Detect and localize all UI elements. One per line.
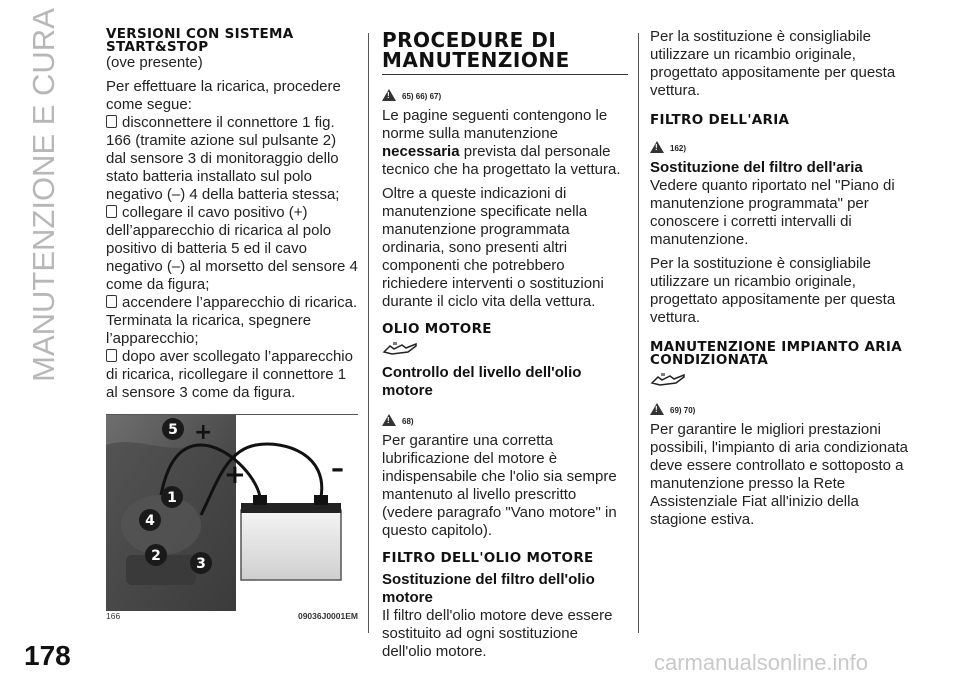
plus-sign-label: +	[194, 420, 213, 445]
warning-triangle-icon	[650, 141, 664, 153]
step-item: disconnettere il connettore 1 fig. 166 (tramite azione sul pulsante 2) dal sensore 3 di monitoraggio dello stato batteria installato sul polo negativo (–) 4 della batteria stessa;	[106, 114, 340, 203]
heading-maintenance-procedures: PROCEDURE DI MANUTENZIONE	[382, 28, 570, 72]
step-item: dopo aver scollegato l’apparecchio di ricarica, ricollegare il connettore 1 al sensore 3 come da figura.	[106, 348, 353, 401]
warning-triangle-icon	[382, 89, 396, 101]
battery-figure	[106, 414, 358, 611]
warning-note-refs: ! 69) 70)	[650, 393, 912, 415]
warning-note-refs: ! 68)	[382, 404, 628, 426]
svg-text:5: 5	[168, 422, 178, 438]
ac-paragraph: Per garantire le migliori prestazioni possibili, l'impianto di aria condizionata deve essere controllato e sottoposto a manutenzione presso la Rete Assistenziale Fiat all'inizio della stagione estiva.	[650, 421, 909, 528]
replacement-paragraph: Per la sostituzione è consigliabile utilizzare un ricambio originale, progettato appositamente per questa vettura.	[650, 28, 896, 99]
checkbox-bullet-icon	[106, 205, 117, 218]
figure-callout	[139, 509, 161, 531]
plus-sign-label: +	[224, 460, 246, 490]
svg-text:4: 4	[145, 513, 155, 529]
oil-can-icon	[382, 340, 418, 358]
heading-ac-maintenance: MANUTENZIONE IMPIANTO ARIA CONDIZIONATA	[650, 339, 902, 368]
column-start-stop	[106, 28, 358, 402]
watermark: carmanualsonline.info	[654, 650, 869, 675]
maintenance-paragraph: Le pagine seguenti contengono le norme sulla manutenzione necessaria prevista dal personale tecnico che ha progettato la vettura.	[382, 107, 621, 178]
figure-caption	[106, 611, 358, 621]
warning-note-refs: ! 162)	[650, 131, 912, 153]
page-number: 178	[24, 640, 71, 671]
figure-number: 166	[106, 611, 121, 621]
battery-charging-illustration	[106, 415, 358, 611]
svg-text:2: 2	[151, 548, 161, 564]
oil-filter-paragraph: Il filtro dell'olio motore deve essere sostituito ad ogni sostituzione dell'olio motore.	[382, 607, 613, 660]
air-filter-paragraph: Per la sostituzione è consigliabile utilizzare un ricambio originale, progettato appositamente per questa vettura.	[650, 255, 896, 326]
minus-sign-label: –	[331, 454, 344, 484]
figure-callout	[162, 418, 184, 440]
step-item: accendere l’apparecchio di ricarica. Terminata la ricarica, spegnere l’apparecchio;	[106, 294, 358, 347]
air-filter-subheading: Sostituzione del filtro dell'aria	[650, 159, 863, 176]
figure-callout	[161, 486, 183, 508]
battery-icon	[241, 510, 341, 580]
figure-callout	[145, 544, 167, 566]
svg-text:3: 3	[196, 556, 206, 572]
step-item: collegare il cavo positivo (+) dell’apparecchio di ricarica al polo positivo di batteria 5 ed il cavo negativo (–) al morsetto del sensore 4 come da figura;	[106, 204, 358, 293]
heading-start-stop: VERSIONI CON SISTEMA START&STOP	[106, 26, 294, 55]
column-filters	[650, 28, 912, 529]
air-filter-paragraph: Vedere quanto riportato nel "Piano di manutenzione programmata" per conoscere i corretti intervalli di manutenzione.	[650, 177, 895, 248]
checkbox-bullet-icon	[106, 295, 117, 308]
heading-oil-filter: FILTRO DELL'OLIO MOTORE	[382, 550, 594, 566]
checkbox-bullet-icon	[106, 349, 117, 362]
figure-code: 09036J0001EM	[297, 611, 358, 621]
warning-triangle-icon	[650, 403, 664, 415]
warning-note-refs: ! 65) 66) 67)	[382, 79, 628, 101]
side-section-title-text: MANUTENZIONE E CURA	[26, 8, 61, 382]
oil-filter-subheading: Sostituzione del filtro dell'olio motore	[382, 571, 595, 606]
maintenance-paragraph: Oltre a queste indicazioni di manutenzione specificate nella manutenzione programmata ordinaria, sono presenti altri componenti che potrebbero richiedere interventi o sostituzioni durante il ciclo vita della vettura.	[382, 185, 604, 310]
checkbox-bullet-icon	[106, 115, 117, 128]
column-divider	[368, 33, 369, 633]
oil-level-subheading: Controllo del livello dell'olio motore	[382, 364, 582, 399]
intro-paragraph: Per effettuare la ricarica, procedere come segue:	[106, 78, 341, 113]
svg-text:1: 1	[167, 490, 177, 506]
heading-engine-oil: OLIO MOTORE	[382, 321, 492, 337]
column-divider	[638, 33, 639, 633]
oil-paragraph: Per garantire una corretta lubrificazione del motore è indispensabile che l'olio sia sempre mantenuto al livello prescritto (vedere paragrafo "Vano motore" in questo capitolo).	[382, 432, 617, 539]
heading-underline	[382, 74, 628, 75]
column-maintenance	[382, 28, 628, 661]
side-section-title	[14, 8, 74, 382]
oil-can-icon	[650, 371, 686, 389]
heading-air-filter: FILTRO DELL'ARIA	[650, 112, 790, 128]
sub-start-stop: (ove presente)	[106, 54, 203, 71]
figure-callout	[190, 552, 212, 574]
warning-triangle-icon	[382, 414, 396, 426]
